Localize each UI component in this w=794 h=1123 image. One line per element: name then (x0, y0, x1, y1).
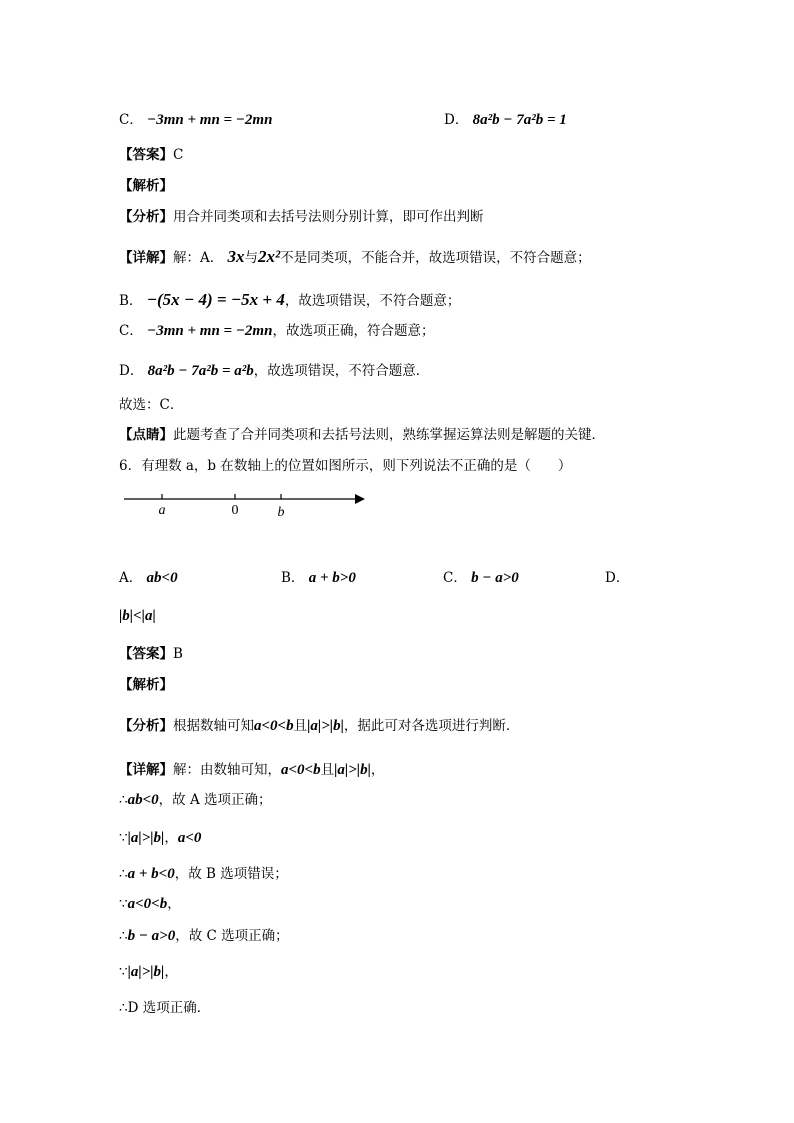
detail-a-expr2: 2x² (258, 247, 281, 266)
detail-b-expr: −(5x − 4) = −5x + 4 (146, 290, 285, 309)
q6-detail-expr1: a<0<b (281, 762, 321, 778)
q6-detail-label: 【详解】 (119, 762, 173, 778)
q5-detail-b (119, 290, 460, 311)
q6-step-3 (119, 864, 288, 884)
q6-fenxi-expr2: |a|>|b| (307, 718, 344, 734)
q6-step-4 (119, 894, 181, 914)
q6-fenxi (119, 716, 519, 736)
q6-step-4-expr: a<0<b (127, 896, 168, 912)
dianjing-label: 【点睛】 (119, 427, 173, 443)
q6-fenxi-suffix: ，据此可对各选项进行判断． (343, 718, 520, 734)
q6-option-c (443, 568, 519, 588)
q6-step-7: ∴D 选项正确． (119, 1000, 211, 1016)
q6-step-1-expr: ab<0 (127, 792, 159, 808)
because-symbol: ∵ (119, 896, 128, 912)
q6-step-2-expr1: |a|>|b| (127, 830, 165, 846)
option-d-row (444, 110, 567, 130)
q6-step-5-text: ，故 C 选项正确； (175, 928, 289, 944)
q6-question: 6．有理数 a，b 在数轴上的位置如图所示，则下列说法不正确的是（ ） (119, 458, 572, 474)
detail-c-prefix: C． (119, 323, 143, 339)
detail-a-prefix: 解：A． (173, 250, 224, 266)
option-d-expression: 8a²b − 7a²b = 1 (472, 112, 567, 128)
therefore-symbol: ∴ (119, 792, 128, 808)
q5-dianjing (119, 425, 605, 445)
q6-option-a-expr: ab<0 (146, 570, 178, 586)
q5-analysis-label: 【解析】 (119, 178, 173, 194)
q6-analysis-label: 【解析】 (119, 677, 173, 693)
answer-value: C (173, 147, 184, 163)
q6-option-a-label: A． (119, 570, 143, 586)
q6-detail-mid: 且 (320, 762, 335, 778)
q6-step-1-text: ，故 A 选项正确； (158, 792, 272, 808)
fenxi-label: 【分析】 (119, 209, 173, 225)
number-line-figure (119, 488, 379, 528)
fenxi-text: 用合并同类项和去括号法则分别计算，即可作出判断 (173, 209, 484, 225)
q5-choice: 故选：C． (119, 397, 184, 413)
q6-step-3-text: ，故 B 选项错误； (174, 866, 288, 882)
q6-step-6-expr: |a|>|b| (127, 964, 165, 980)
q6-answer-label: 【答案】 (119, 646, 173, 662)
q6-option-b-label: B． (281, 570, 305, 586)
q5-fenxi (119, 207, 484, 227)
detail-label: 【详解】 (119, 250, 173, 266)
q6-step-2-expr2: a<0 (177, 830, 202, 846)
therefore-symbol: ∴ (119, 928, 128, 944)
q6-step-5 (119, 926, 289, 946)
q5-detail-a (119, 247, 591, 268)
q6-step-6-text: ， (164, 964, 178, 980)
q5-answer (119, 145, 183, 165)
detail-b-prefix: B． (119, 293, 143, 309)
q6-answer-value: B (173, 646, 183, 662)
q6-step-2-sep: ， (164, 830, 178, 846)
q6-option-d-expr: |b|<|a| (119, 608, 156, 624)
because-symbol: ∵ (119, 964, 128, 980)
q6-step-5-expr: b − a>0 (127, 928, 176, 944)
q6-fenxi-mid: 且 (293, 718, 308, 734)
q6-step-1 (119, 790, 272, 810)
q6-option-d-label: D． (605, 570, 630, 586)
q6-fenxi-label: 【分析】 (119, 718, 173, 734)
q6-detail (119, 760, 384, 780)
q6-step-6 (119, 962, 178, 982)
detail-c-suffix: ，故选项正确，符合题意； (272, 323, 435, 339)
detail-a-suffix: 不是同类项，不能合并，故选项错误，不符合题意； (280, 250, 591, 266)
q5-detail-d (119, 361, 429, 381)
option-c-label: C． (119, 112, 143, 128)
q6-detail-suffix: ， (370, 762, 385, 778)
label-0: 0 (231, 503, 239, 518)
dianjing-text: 此题考查了合并同类项和去括号法则，熟练掌握运算法则是解题的关键． (173, 427, 605, 443)
q6-fenxi-expr1: a<0<b (254, 718, 294, 734)
label-a: a (158, 503, 166, 518)
number-line-arrow (355, 494, 365, 504)
q6-detail-expr2: |a|>|b| (334, 762, 371, 778)
detail-c-expr: −3mn + mn = −2mn (147, 323, 273, 339)
q6-step-2 (119, 828, 201, 848)
detail-d-suffix: ，故选项错误，不符合题意． (253, 363, 430, 379)
detail-a-expr1: 3x (227, 247, 245, 266)
q6-answer (119, 644, 183, 664)
q6-detail-prefix: 解：由数轴可知， (173, 762, 281, 778)
therefore-symbol: ∴ (119, 866, 128, 882)
q6-option-b-expr: a + b>0 (308, 570, 356, 586)
q6-option-c-expr: b − a>0 (471, 570, 519, 586)
option-c-row (119, 110, 272, 130)
q6-option-b (281, 568, 356, 588)
because-symbol: ∵ (119, 830, 128, 846)
q6-step-4-text: ， (167, 896, 181, 912)
detail-d-prefix: D． (119, 363, 144, 379)
answer-label: 【答案】 (119, 147, 173, 163)
option-c-expression: −3mn + mn = −2mn (147, 112, 273, 128)
option-d-label: D． (444, 112, 469, 128)
q6-option-a (119, 568, 178, 588)
q5-detail-c (119, 321, 434, 341)
label-b: b (277, 505, 285, 520)
detail-b-suffix: ，故选项错误，不符合题意； (284, 293, 461, 309)
q6-fenxi-prefix: 根据数轴可知 (173, 718, 254, 734)
q6-step-3-expr: a + b<0 (127, 866, 175, 882)
detail-a-mid: 与 (244, 250, 259, 266)
detail-d-expr: 8a²b − 7a²b = a²b (147, 363, 254, 379)
q6-option-c-label: C． (443, 570, 467, 586)
